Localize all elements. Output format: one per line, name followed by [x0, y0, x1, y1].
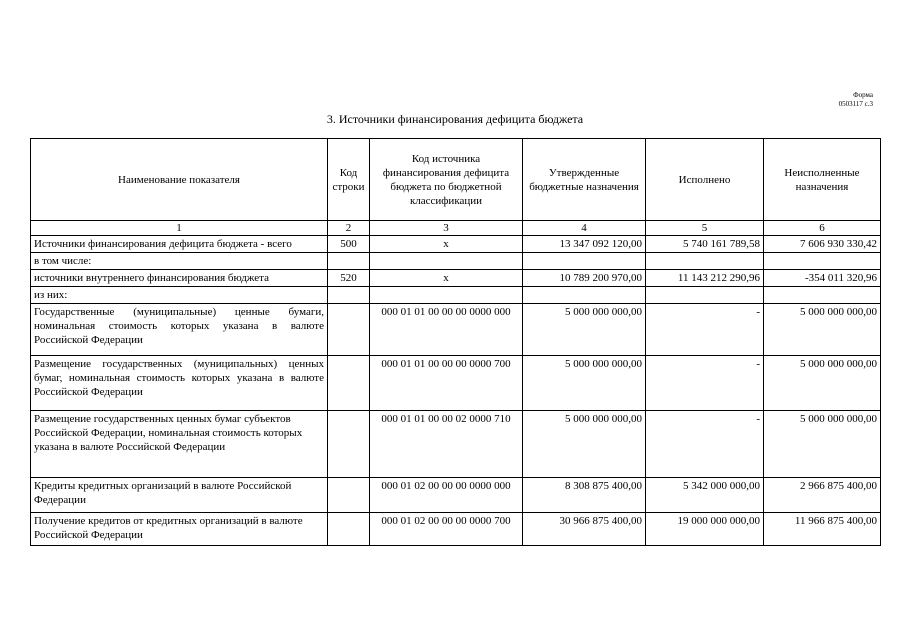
header-approved: Утвержденные бюджетные назначения [523, 139, 646, 221]
row-name: в том числе: [31, 253, 328, 270]
row-unexecuted: 5 000 000 000,00 [764, 304, 881, 356]
row-name: Источники финансирования дефицита бюджета - всего [31, 236, 328, 253]
row-approved [523, 253, 646, 270]
col-number: 1 [31, 221, 328, 236]
row-name: источники внутреннего финансирования бюджета [31, 270, 328, 287]
form-code-label [839, 91, 873, 109]
row-name: из них: [31, 287, 328, 304]
table-row [31, 253, 881, 270]
table-row [31, 478, 881, 513]
row-approved [523, 287, 646, 304]
row-executed: - [646, 356, 764, 411]
row-unexecuted: 11 966 875 400,00 [764, 513, 881, 546]
row-line-code [328, 287, 370, 304]
row-unexecuted: 5 000 000 000,00 [764, 356, 881, 411]
row-source-code: 000 01 01 00 00 00 0000 000 [370, 304, 523, 356]
row-unexecuted: 5 000 000 000,00 [764, 411, 881, 478]
row-source-code: 000 01 02 00 00 00 0000 000 [370, 478, 523, 513]
row-line-code [328, 513, 370, 546]
table-row [31, 287, 881, 304]
row-executed: 11 143 212 290,96 [646, 270, 764, 287]
row-line-code: 520 [328, 270, 370, 287]
row-executed: 5 342 000 000,00 [646, 478, 764, 513]
row-source-code [370, 287, 523, 304]
row-executed: 5 740 161 789,58 [646, 236, 764, 253]
row-unexecuted: 7 606 930 330,42 [764, 236, 881, 253]
table-row [31, 270, 881, 287]
header-executed: Исполнено [646, 139, 764, 221]
table-row [31, 304, 881, 356]
row-executed: - [646, 304, 764, 356]
row-unexecuted: -354 011 320,96 [764, 270, 881, 287]
row-line-code [328, 411, 370, 478]
row-executed: - [646, 411, 764, 478]
table-header-row [31, 139, 881, 221]
table-row [31, 513, 881, 546]
section-title: 3. Источники финансирования дефицита бюджета [326, 112, 584, 126]
form-label-line1: Форма [853, 91, 873, 99]
row-source-code: 000 01 01 00 00 00 0000 700 [370, 356, 523, 411]
col-number: 4 [523, 221, 646, 236]
row-approved: 10 789 200 970,00 [523, 270, 646, 287]
column-number-row [31, 221, 881, 236]
row-unexecuted [764, 287, 881, 304]
row-source-code: 000 01 02 00 00 00 0000 700 [370, 513, 523, 546]
row-approved: 5 000 000 000,00 [523, 411, 646, 478]
col-number: 2 [328, 221, 370, 236]
row-name: Государственные (муниципальные) ценные бумаги, номинальная стоимость которых указана в валюте Российской Федерации [31, 304, 328, 356]
row-name: Размещение государственных ценных бумаг субъектов Российской Федерации, номинальная стоимость которых указана в валюте Российской Федерации [31, 411, 328, 478]
row-name: Получение кредитов от кредитных организаций в валюте Российской Федерации [31, 513, 328, 546]
form-label-line2: 0503117 с.3 [838, 100, 873, 108]
row-line-code: 500 [328, 236, 370, 253]
row-unexecuted [764, 253, 881, 270]
row-executed: 19 000 000 000,00 [646, 513, 764, 546]
row-line-code [328, 253, 370, 270]
row-source-code: 000 01 01 00 00 02 0000 710 [370, 411, 523, 478]
row-approved: 8 308 875 400,00 [523, 478, 646, 513]
row-source-code [370, 253, 523, 270]
row-approved: 30 966 875 400,00 [523, 513, 646, 546]
header-line-code: Код строки [328, 139, 370, 221]
header-indicator-name: Наименование показателя [31, 139, 328, 221]
col-number: 3 [370, 221, 523, 236]
row-line-code [328, 356, 370, 411]
row-name: Кредиты кредитных организаций в валюте Российской Федерации [31, 478, 328, 513]
row-line-code [328, 304, 370, 356]
row-line-code [328, 478, 370, 513]
row-name: Размещение государственных (муниципальных) ценных бумаг, номинальная стоимость которых указана в валюте Российской Федерации [31, 356, 328, 411]
row-executed [646, 253, 764, 270]
row-source-code: x [370, 236, 523, 253]
table-row [31, 411, 881, 478]
financing-sources-table [30, 138, 881, 546]
header-source-code: Код источника финансирования дефицита бюджета по бюджетной классификации [370, 139, 523, 221]
row-approved: 5 000 000 000,00 [523, 304, 646, 356]
row-executed [646, 287, 764, 304]
header-unexecuted: Неисполненные назначения [764, 139, 881, 221]
col-number: 5 [646, 221, 764, 236]
table-row [31, 236, 881, 253]
row-source-code: x [370, 270, 523, 287]
row-approved: 13 347 092 120,00 [523, 236, 646, 253]
col-number: 6 [764, 221, 881, 236]
row-unexecuted: 2 966 875 400,00 [764, 478, 881, 513]
table-row [31, 356, 881, 411]
row-approved: 5 000 000 000,00 [523, 356, 646, 411]
